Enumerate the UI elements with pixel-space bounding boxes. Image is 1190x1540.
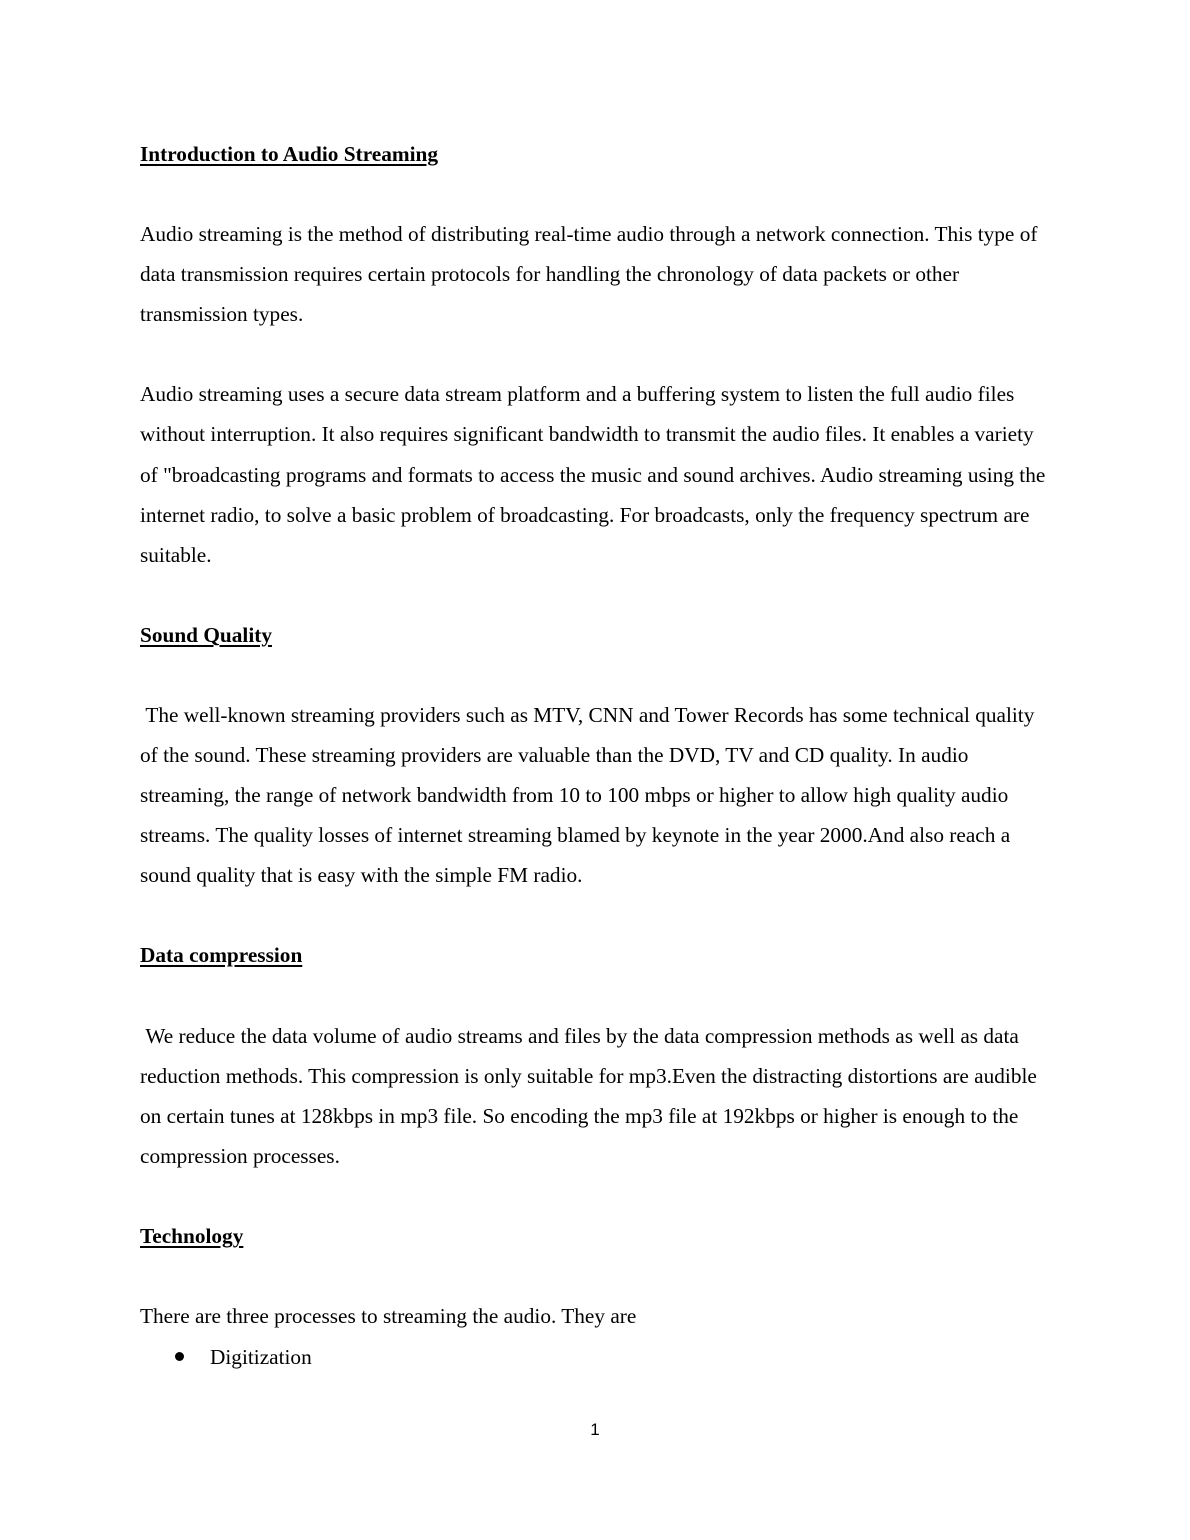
sound-quality-paragraph: The well-known streaming providers such as MTV, CNN and Tower Records has some technical quality of the sound. These streaming providers are valuable than the DVD, TV and CD quality. In audio streaming, the range of network bandwidth from 10 to 100 mbps or higher to allow high quality audio streams. The quality losses of internet streaming blamed by keynote in the year 2000.And also reach a sound quality that is easy with the simple FM radio. — [140, 702, 1040, 888]
technology-intro: There are three processes to streaming the audio. They are — [140, 1303, 637, 1328]
data-compression-paragraph: We reduce the data volume of audio streams and files by the data compression methods as well as data reduction methods. This compression is only suitable for mp3.Even the distracting distortions are audible on certain tunes at 128kbps in mp3 file. So encoding the mp3 file at 192kbps or higher is enough to the compression processes. — [140, 1023, 1043, 1168]
heading-data-compression: Data compression — [140, 943, 303, 968]
document-body — [140, 134, 1050, 1378]
list-item — [140, 1336, 1050, 1378]
heading-introduction: Introduction to Audio Streaming — [140, 142, 439, 166]
bullet-icon — [175, 1352, 184, 1361]
technology-process-list — [140, 1336, 1050, 1378]
list-item-label: Digitization — [210, 1345, 312, 1370]
page-number: 1 — [590, 1420, 600, 1439]
intro-paragraph-1: Audio streaming is the method of distributing real-time audio through a network connection. This type of data transmission requires certain protocols for handling the chronology of data packets or other transmission types. — [140, 222, 1038, 327]
intro-paragraph-2: Audio streaming uses a secure data stream platform and a buffering system to listen the full audio files without interruption. It also requires significant bandwidth to transmit the audio files. It enables a variety of "broadcasting programs and formats to access the music and sound archives. Audio streaming using the internet radio, to solve a basic problem of broadcasting. For broadcasts, only the frequency spectrum are suitable. — [140, 382, 1046, 567]
heading-technology: Technology — [140, 1223, 244, 1248]
heading-sound-quality: Sound Quality — [140, 622, 272, 647]
